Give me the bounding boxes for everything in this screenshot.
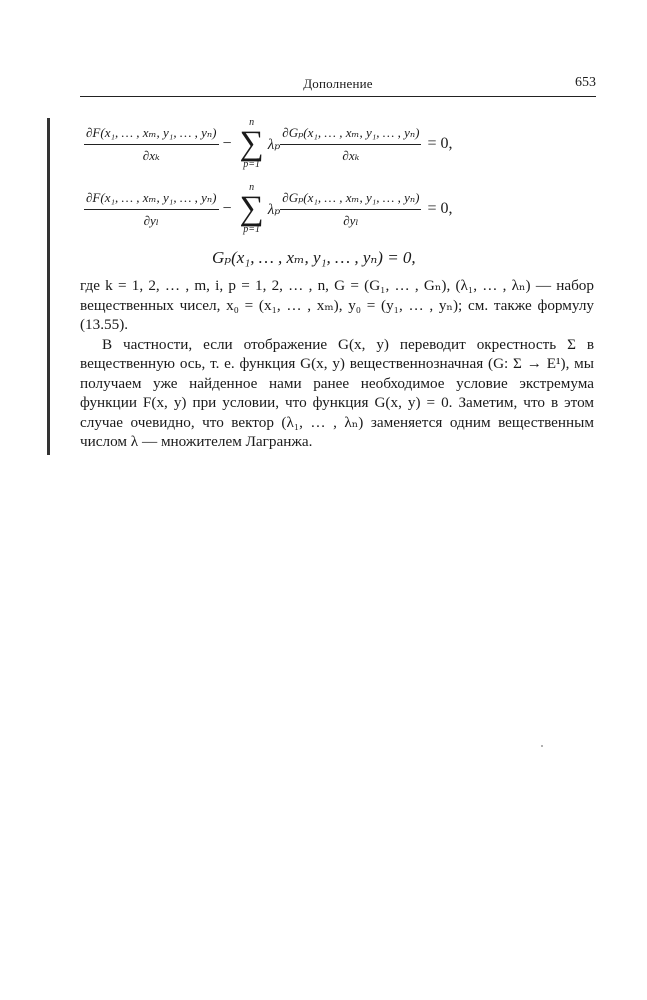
equals-zero: = 0, [427, 135, 453, 152]
running-title: Дополнение [303, 76, 373, 91]
constraint-equation: Gₚ(x₁, … , xₘ, y₁, … , yₙ) = 0, [212, 248, 416, 267]
denominator: ∂xₖ [342, 147, 360, 163]
formula-3 [212, 248, 416, 268]
lambda-p: λₚ [267, 136, 281, 153]
scan-speck [541, 745, 543, 747]
fraction-right [280, 125, 421, 164]
minus-sign: − [222, 135, 232, 152]
denominator: ∂xₖ [142, 147, 160, 163]
summation [240, 118, 264, 170]
denominator: ∂yₗ [343, 212, 359, 228]
formula-2 [84, 183, 452, 235]
page-header [80, 76, 596, 97]
sigma-symbol: ∑ [239, 125, 264, 162]
numerator: ∂Gₚ(x₁, … , xₘ, y₁, … , yₙ) [280, 125, 421, 145]
numerator: ∂F(x₁, … , xₘ, y₁, … , yₙ) [84, 125, 219, 145]
minus-sign: − [222, 200, 232, 217]
sum-upper-limit: n [249, 182, 255, 193]
paragraph-2: В частности, если отображение G(x, y) переводит окрестность Σ в вещественную ось, т. е. функция G(x, y) вещественнозначная (G: Σ → E¹), мы получаем уже найденное нами ранее необходимое условие экстремума функции F(x, y) при условии, что функция G(x, y) = 0. Заметим, что в этом случае очевидно, что вектор (λ₁, … , λₙ) заменяется одним вещественным числом λ — множителем Лагранжа. [80, 335, 594, 450]
summation [240, 183, 264, 235]
fraction-left [84, 190, 219, 229]
numerator: ∂F(x₁, … , xₘ, y₁, … , yₙ) [84, 190, 219, 210]
paragraph-1: где k = 1, 2, … , m, i, p = 1, 2, … , n, G = (G₁, … , Gₙ), (λ₁, … , λₙ) — набор вещественных чисел, x₀ = (x₁, … , xₘ), y₀ = (y₁, … , yₙ); см. также формулу (13.55). [80, 277, 594, 333]
fraction-left [84, 125, 219, 164]
page-number: 653 [575, 75, 596, 90]
lambda-p: λₚ [267, 201, 281, 218]
sigma-symbol: ∑ [239, 190, 264, 227]
margin-bar [47, 118, 50, 455]
body-text [80, 276, 594, 452]
sum-lower-limit: p=1 [243, 224, 261, 235]
numerator: ∂Gₚ(x₁, … , xₘ, y₁, … , yₙ) [280, 190, 421, 210]
sum-upper-limit: n [249, 117, 255, 128]
sum-lower-limit: p=1 [243, 159, 261, 170]
fraction-right [280, 190, 421, 229]
denominator: ∂yₗ [143, 212, 159, 228]
formula-1 [84, 118, 452, 170]
equals-zero: = 0, [427, 200, 453, 217]
